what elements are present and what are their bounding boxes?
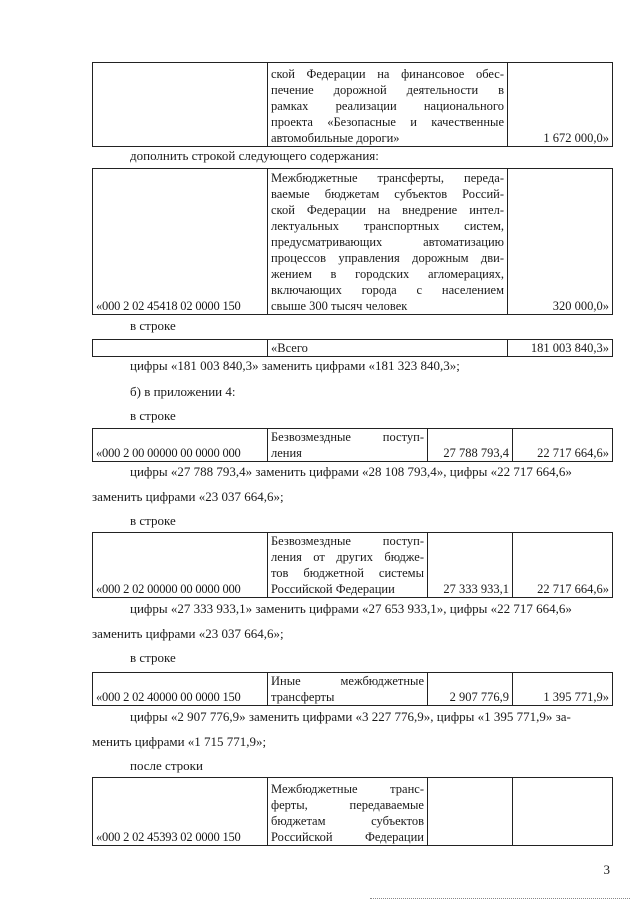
instruction-text: после строки (130, 758, 203, 773)
description-cell (268, 673, 428, 706)
desc-line: Российской Федерации (271, 830, 424, 844)
desc-line: ской Федерации на финансовое обес- (271, 67, 504, 81)
desc-line: свыше 300 тысяч человек (271, 299, 408, 313)
desc-line: рамках реализации национального (271, 99, 504, 113)
desc-line: Безвозмездные поступ- (271, 430, 424, 444)
code-cell: «000 2 00 00000 00 0000 000 (93, 429, 268, 462)
table-2-new-row (92, 168, 613, 315)
table-4 (92, 428, 613, 462)
desc-line: Безвозмездные поступ- (271, 534, 424, 548)
code-cell: «000 2 02 40000 00 0000 150 (93, 673, 268, 706)
desc-line: печение дорожной деятельности в (271, 83, 504, 97)
instruction-text: заменить цифрами «23 037 664,6»; (92, 489, 284, 504)
description-cell: «Всего (268, 340, 508, 357)
table-1-continuation (92, 62, 613, 147)
desc-line: бюджетам субъектов (271, 814, 424, 828)
desc-line: ферты, передаваемые (271, 798, 424, 812)
instruction-text: б) в приложении 4: (130, 384, 236, 399)
desc-line: тов бюджетной системы (271, 566, 424, 580)
description-cell (268, 429, 428, 462)
desc-line: Межбюджетные трансферты, переда- (271, 171, 504, 185)
amount-cell-2 (513, 778, 613, 846)
instruction-text: цифры «27 333 933,1» заменить цифрами «27 653 933,1», цифры «22 717 664,6» (130, 601, 572, 616)
desc-line: Российской Федерации (271, 582, 395, 596)
instruction-text: в строке (130, 408, 176, 423)
amount-cell-1: 27 333 933,1 (428, 533, 513, 598)
desc-line: Иные межбюджетные (271, 674, 424, 688)
desc-line: включающих города с населением (271, 283, 504, 297)
amount-cell: 181 003 840,3» (508, 340, 613, 357)
amount-cell-2: 22 717 664,6» (513, 429, 613, 462)
table-3-total-row (92, 339, 613, 357)
instruction-text: дополнить строкой следующего содержания: (130, 148, 379, 163)
instruction-text: в строке (130, 650, 176, 665)
description-cell (268, 63, 508, 147)
amount-cell-2: 22 717 664,6» (513, 533, 613, 598)
desc-line: проекта «Безопасные и качественные (271, 115, 504, 129)
desc-line: лектуальных транспортных систем, (271, 219, 504, 233)
amount-cell-2: 1 395 771,9» (513, 673, 613, 706)
code-cell: «000 2 02 45418 02 0000 150 (93, 169, 268, 315)
amount-cell-1: 27 788 793,4 (428, 429, 513, 462)
instruction-text: цифры «27 788 793,4» заменить цифрами «28 108 793,4», цифры «22 717 664,6» (130, 464, 572, 479)
description-cell (268, 778, 428, 846)
code-cell: «000 2 02 45393 02 0000 150 (93, 778, 268, 846)
amount-cell: 1 672 000,0» (508, 63, 613, 147)
table-7 (92, 777, 613, 846)
desc-line: ваемые бюджетам субъектов Россий- (271, 187, 504, 201)
instruction-text: менить цифрами «1 715 771,9»; (92, 734, 267, 749)
instruction-text: в строке (130, 318, 176, 333)
desc-line: предусматривающих автоматизацию (271, 235, 504, 249)
footer-line (370, 898, 630, 899)
desc-line: ской Федерации на внедрение интел- (271, 203, 504, 217)
page-number: 3 (603, 862, 610, 877)
instruction-text: цифры «2 907 776,9» заменить цифрами «3 227 776,9», цифры «1 395 771,9» за- (130, 709, 571, 724)
amount-cell-1 (428, 778, 513, 846)
table-6 (92, 672, 613, 706)
desc-line: автомобильные дороги» (271, 131, 400, 145)
desc-line: ления (271, 446, 302, 460)
desc-line: трансферты (271, 690, 335, 704)
instruction-text: цифры «181 003 840,3» заменить цифрами «181 323 840,3»; (130, 358, 460, 373)
code-cell: «000 2 02 00000 00 0000 000 (93, 533, 268, 598)
instruction-text: заменить цифрами «23 037 664,6»; (92, 626, 284, 641)
table-5 (92, 532, 613, 598)
desc-line: ления от других бюдже- (271, 550, 424, 564)
description-cell (268, 533, 428, 598)
amount-cell: 320 000,0» (508, 169, 613, 315)
code-cell (93, 63, 268, 147)
desc-line: жением в городских агломерациях, (271, 267, 504, 281)
code-cell (93, 340, 268, 357)
amount-cell-1: 2 907 776,9 (428, 673, 513, 706)
desc-line: процессов управления дорожным дви- (271, 251, 504, 265)
instruction-text: в строке (130, 513, 176, 528)
desc-line: Межбюджетные транс- (271, 782, 424, 796)
description-cell (268, 169, 508, 315)
